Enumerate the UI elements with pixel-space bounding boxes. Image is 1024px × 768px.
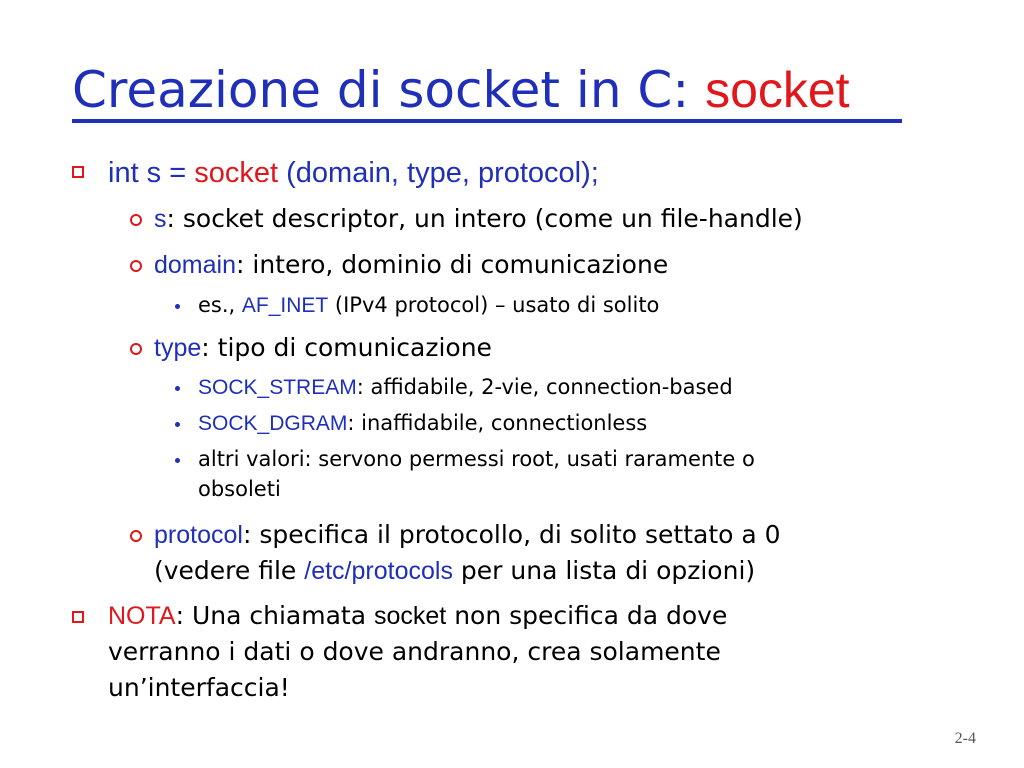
bullet-socket-call: int s = socket (domain, type, protocol); xyxy=(108,157,599,189)
item-sock-stream: SOCK_STREAM: affidabile, 2-vie, connection-based xyxy=(198,375,733,399)
title-main: Creazione di socket in C: xyxy=(72,61,706,119)
item-sock-dgram: SOCK_DGRAM: inaffidabile, connectionless xyxy=(198,411,648,435)
nota-line2: verranno i dati o dove andranno, crea solamente xyxy=(108,637,721,666)
dot-bullet-icon xyxy=(175,386,180,391)
item-s-descriptor: s: socket descriptor, un intero (come un file-handle) xyxy=(154,204,803,233)
item-protocol-line2: (vedere file /etc/protocols per una lista di opzioni) xyxy=(154,556,756,585)
item-type: type: tipo di comunicazione xyxy=(154,333,492,362)
circle-bullet-icon xyxy=(130,214,142,226)
item-altri-valori-line2: obsoleti xyxy=(198,477,281,501)
circle-bullet-icon xyxy=(130,530,142,542)
square-bullet-icon xyxy=(72,611,84,623)
item-domain-example: es., AF_INET (IPv4 protocol) – usato di solito xyxy=(198,293,660,317)
nota-line3: un’interfaccia! xyxy=(108,673,290,702)
dot-bullet-icon xyxy=(175,422,180,427)
item-altri-valori-line1: altri valori: servono permessi root, usati raramente o xyxy=(198,447,755,471)
nota-line1: NOTA: Una chiamata socket non specifica da dove xyxy=(108,601,728,630)
item-domain: domain: intero, dominio di comunicazione xyxy=(154,250,669,279)
dot-bullet-icon xyxy=(175,458,180,463)
title-underline xyxy=(72,119,902,123)
square-bullet-icon xyxy=(72,166,84,178)
slide-number: 2-4 xyxy=(954,730,976,747)
dot-bullet-icon xyxy=(175,304,180,309)
circle-bullet-icon xyxy=(130,343,142,355)
item-protocol-line1: protocol: specifica il protocollo, di solito settato a 0 xyxy=(154,520,781,549)
circle-bullet-icon xyxy=(130,260,142,272)
title-highlight: socket xyxy=(705,62,850,118)
slide-title xyxy=(72,60,850,120)
